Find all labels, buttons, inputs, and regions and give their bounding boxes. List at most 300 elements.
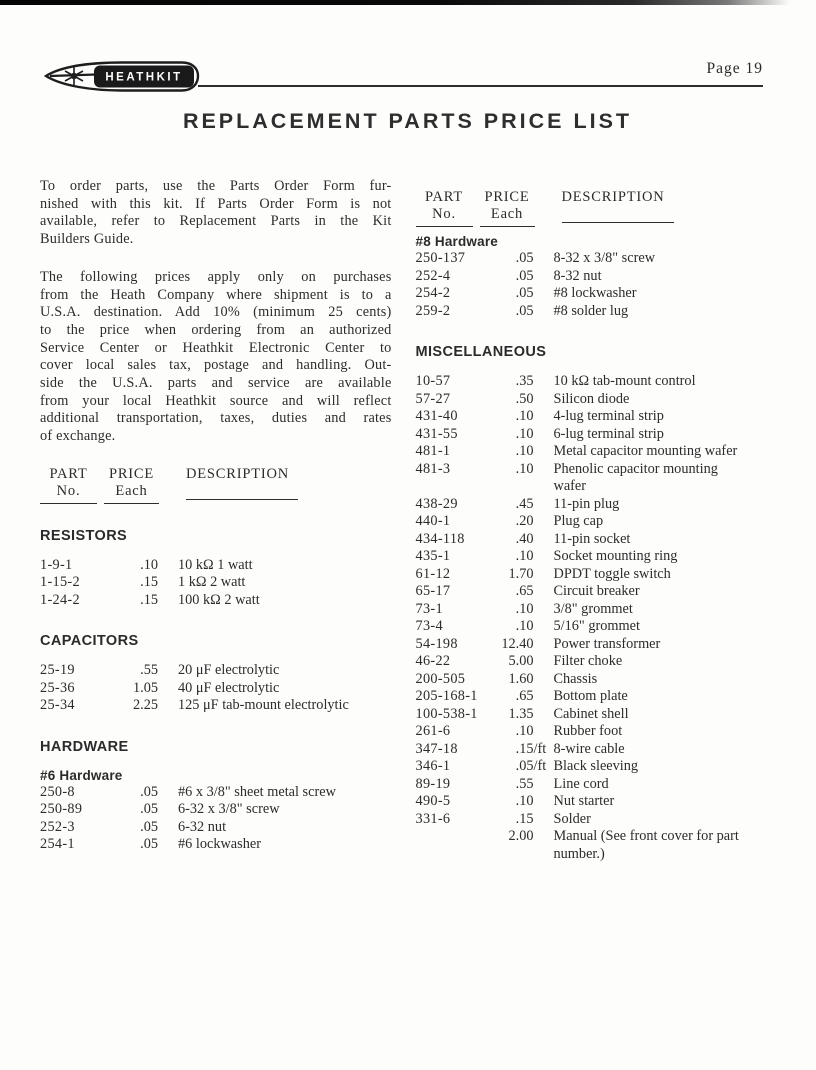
scan-artifact-top-edge [0, 0, 790, 5]
price-each-column-header [104, 466, 159, 504]
price-cell [492, 285, 534, 303]
price-cell [492, 461, 534, 496]
part-no-cell: 205-168-1 [415, 688, 478, 704]
part-no-cell: 25-34 [40, 697, 75, 714]
description-cell [158, 592, 372, 610]
description-cell [534, 461, 748, 496]
part-no-cell: 65-17 [415, 583, 451, 599]
price-cell [492, 828, 534, 863]
description-cell [534, 653, 748, 671]
part-no-cell: 259-2 [415, 302, 451, 319]
price-cell [492, 303, 534, 321]
parts-section [416, 234, 776, 320]
description-text: 8-32 x 3/8" screw [553, 250, 656, 266]
table-row [416, 513, 776, 531]
paragraph-line: to the price when ordering from an authorized [40, 321, 392, 338]
description-cell [534, 531, 748, 549]
price-amount: .10 [515, 548, 534, 564]
description-text: 6-lug terminal strip [553, 425, 664, 442]
price-amount: 1.70 [508, 565, 534, 582]
part-no-cell: 25-19 [40, 662, 75, 679]
price-amount: .05 [515, 250, 534, 266]
description-cell [534, 566, 748, 584]
description-cell [534, 408, 748, 426]
paragraph-line: additional transportation, taxes, duties and rates [40, 410, 392, 427]
table-row [40, 697, 392, 715]
description-cell [158, 784, 372, 802]
table-column-headers [416, 189, 776, 227]
price-cell [492, 531, 534, 549]
description-cell [158, 662, 372, 680]
description-text: Solder [553, 810, 591, 827]
price-amount: .10 [515, 618, 534, 634]
description-cell [534, 601, 748, 619]
price-amount: .05 [515, 267, 534, 284]
part-no-cell: 252-3 [40, 818, 75, 835]
description-text: Filter choke [553, 653, 623, 669]
description-text: Line cord [553, 775, 609, 792]
description-cell [534, 426, 748, 444]
description-cell [534, 776, 748, 794]
description-cell [534, 723, 748, 741]
description-text: 125 μF tab-mount electrolytic [178, 697, 349, 714]
price-cell [116, 574, 158, 592]
description-cell [534, 671, 748, 689]
price-cell [492, 601, 534, 619]
part-no-cell: 254-2 [415, 285, 451, 301]
description-text: Silicon diode [553, 390, 630, 407]
description-text: Rubber foot [553, 723, 623, 739]
description-underline [562, 206, 674, 223]
parts-section [40, 633, 392, 715]
price-amount: .05 [515, 302, 534, 319]
table-row [416, 496, 776, 514]
price-amount: .05 [140, 818, 158, 835]
description-cell [158, 801, 372, 819]
price-cell [116, 680, 158, 698]
table-row [416, 426, 776, 444]
section-rows [40, 784, 392, 854]
description-cell [534, 303, 748, 321]
price-amount: .20 [515, 513, 534, 529]
price-cell [492, 443, 534, 461]
description-text: 10 kΩ tab-mount control [553, 373, 696, 389]
price-cell [116, 697, 158, 715]
part-no-cell [416, 828, 492, 863]
description-text: 11-pin plug [553, 495, 620, 512]
description-text: 6-32 nut [178, 818, 227, 835]
paragraph-line: The following prices apply only on purchases [40, 268, 392, 285]
price-cell [492, 758, 547, 776]
price-cell [492, 636, 534, 654]
table-row [416, 828, 776, 863]
table-row [416, 758, 776, 776]
price-cell [116, 819, 158, 837]
description-cell [158, 680, 372, 698]
description-text: 1 kΩ 2 watt [178, 574, 246, 591]
two-column-layout [40, 178, 775, 863]
price-amount: .10 [515, 723, 534, 739]
page-header [40, 58, 775, 94]
description-cell [534, 583, 748, 601]
description-text: 20 μF electrolytic [178, 662, 280, 679]
price-amount: .65 [515, 688, 534, 704]
price-cell [492, 513, 534, 531]
description-text: 8-32 nut [553, 267, 602, 284]
description-text: 8-wire cable [553, 740, 625, 757]
part-no-cell: 89-19 [415, 775, 451, 792]
description-text: Power transformer [553, 635, 661, 652]
description-cell [534, 443, 748, 461]
description-text: Metal capacitor mounting wafer [553, 443, 738, 459]
description-text: Nut starter [553, 793, 615, 809]
price-amount: .10 [140, 556, 158, 573]
table-row [416, 811, 776, 829]
section-rows [416, 250, 776, 320]
description-cell [158, 819, 372, 837]
intro-paragraph [40, 269, 392, 446]
price-amount: .45 [515, 495, 534, 512]
section-heading: RESISTORS [40, 527, 128, 544]
table-row [40, 784, 392, 802]
part-no-cell: 73-1 [415, 600, 443, 617]
price-amount: .55 [515, 775, 534, 792]
price-amount: .10 [515, 443, 534, 459]
description-cell [534, 548, 748, 566]
price-cell [116, 784, 158, 802]
price-each-column-header [480, 189, 535, 227]
price-amount: .10 [515, 460, 534, 477]
price-cell [492, 776, 534, 794]
price-amount: 1.35 [508, 705, 534, 722]
part-no-column-header [416, 189, 473, 227]
description-cell [534, 741, 748, 759]
description-cell [534, 268, 748, 286]
parts-section [40, 528, 392, 610]
price-amount: 2.00 [508, 828, 534, 844]
description-column-header [162, 466, 392, 504]
price-amount: 5.00 [508, 653, 534, 669]
part-no-cell: 1-24-2 [40, 591, 80, 608]
each-label: Each [115, 482, 148, 499]
price-cell [492, 408, 534, 426]
price-cell [492, 671, 534, 689]
price-amount: 2.25 [132, 697, 158, 714]
price-amount: .05 [140, 801, 158, 818]
table-row [40, 592, 392, 610]
table-row [416, 408, 776, 426]
description-text: 11-pin socket [553, 530, 631, 547]
price-amount: .15 [515, 740, 534, 757]
description-underline [186, 483, 298, 500]
parts-section [416, 344, 776, 863]
price-amount: .10 [515, 793, 534, 809]
description-cell [534, 391, 748, 409]
section-heading: HARDWARE [40, 738, 129, 755]
part-no-cell: 250-137 [415, 250, 466, 266]
table-row [416, 601, 776, 619]
table-row [416, 706, 776, 724]
price-amount: .10 [515, 600, 534, 617]
paragraph-line: cover local sales tax, postage and handling. Out- [40, 357, 392, 374]
section-heading: MISCELLANEOUS [415, 344, 547, 360]
description-cell [534, 793, 748, 811]
section-heading: #6 Hardware [40, 767, 123, 783]
part-no-cell: 431-55 [415, 425, 458, 442]
description-text: DPDT toggle switch [553, 565, 671, 582]
description-text: #6 x 3/8" sheet metal screw [178, 783, 336, 800]
part-label: PART [49, 465, 88, 482]
table-row [416, 653, 776, 671]
price-amount: 1.05 [132, 679, 158, 696]
description-text: Chassis [553, 670, 598, 687]
price-cell [116, 557, 158, 575]
description-text: Bottom plate [553, 688, 628, 704]
part-no-cell: 1-15-2 [40, 574, 80, 591]
price-cell [116, 801, 158, 819]
table-column-headers [40, 466, 392, 504]
header-rule [198, 85, 763, 87]
description-text: Socket mounting ring [553, 548, 678, 564]
table-row [416, 461, 776, 496]
part-no-cell: 200-505 [415, 670, 466, 687]
part-no-cell: 346-1 [415, 758, 451, 774]
paragraph-line: from the Heath Company where shipment is to a [40, 286, 392, 303]
price-cell [492, 723, 534, 741]
table-row [40, 801, 392, 819]
price-cell [492, 373, 534, 391]
description-cell [534, 828, 748, 863]
price-unit: /ft [533, 740, 547, 757]
part-no-cell: 261-6 [415, 723, 451, 739]
description-text: #8 lockwasher [553, 285, 637, 301]
paragraph-line: of exchange. [40, 428, 116, 445]
table-row [416, 723, 776, 741]
table-row [40, 574, 392, 592]
price-label: PRICE [484, 189, 530, 205]
table-row [416, 443, 776, 461]
part-no-cell: 61-12 [415, 565, 451, 582]
price-cell [116, 662, 158, 680]
price-cell [492, 426, 534, 444]
price-label: PRICE [108, 465, 155, 482]
table-row [416, 548, 776, 566]
part-no-cell: 100-538-1 [415, 705, 478, 722]
table-row [416, 741, 776, 759]
price-cell [492, 496, 534, 514]
price-amount: .05 [515, 285, 534, 301]
page-number: Page 19 [706, 60, 763, 77]
description-column-header [538, 189, 776, 227]
description-label: DESCRIPTION [186, 465, 290, 482]
table-row [416, 250, 776, 268]
price-cell [492, 740, 547, 759]
price-cell [492, 653, 534, 671]
description-text: #8 solder lug [553, 302, 629, 319]
part-no-cell: 1-9-1 [40, 556, 73, 573]
price-cell [492, 618, 534, 636]
paragraph-line: available, refer to Replacement Parts in the Kit [40, 213, 392, 230]
description-text: Circuit breaker [553, 583, 640, 599]
price-amount: .15 [515, 810, 534, 827]
description-cell [158, 557, 372, 575]
description-text: #6 lockwasher [178, 836, 261, 853]
part-no-cell: 481-3 [415, 460, 451, 477]
part-no-column-header [40, 466, 97, 504]
table-row [40, 557, 392, 575]
price-amount: 1.60 [508, 670, 534, 687]
page-title: REPLACEMENT PARTS PRICE LIST [182, 109, 633, 133]
price-amount: .10 [515, 425, 534, 442]
section-rows [40, 662, 392, 715]
part-label: PART [424, 189, 464, 205]
description-cell [534, 758, 748, 776]
description-cell [158, 836, 372, 854]
part-no-cell: 252-4 [415, 267, 451, 284]
heathkit-logo [44, 60, 200, 98]
part-no-cell: 254-1 [40, 836, 75, 853]
description-cell [158, 697, 372, 715]
price-cell [492, 250, 534, 268]
part-no-cell: 57-27 [415, 390, 451, 407]
price-cell [492, 548, 534, 566]
description-cell [534, 285, 748, 303]
part-no-cell: 481-1 [415, 443, 451, 459]
price-amount: .05 [140, 783, 158, 800]
table-row [416, 688, 776, 706]
price-amount: .05 [140, 836, 158, 853]
description-cell [534, 706, 748, 724]
paragraph-line: from your local Heathkit source and will reflect [40, 392, 392, 409]
part-no-cell: 250-89 [40, 801, 83, 818]
part-no-cell: 440-1 [415, 513, 451, 529]
description-text: Phenolic capacitor mounting wafer [553, 460, 718, 494]
description-text: 4-lug terminal strip [553, 408, 664, 424]
description-cell [534, 513, 748, 531]
price-cell [492, 583, 534, 601]
description-label: DESCRIPTION [561, 189, 665, 205]
part-no-cell: 434-118 [415, 530, 465, 547]
left-column [40, 178, 392, 863]
section-rows [416, 373, 776, 863]
price-amount: .65 [515, 583, 534, 599]
price-amount: .05 [515, 758, 534, 774]
part-no-cell: 347-18 [415, 740, 458, 757]
no-label: No. [432, 206, 456, 222]
description-text: Black sleeving [553, 758, 639, 774]
table-row [416, 566, 776, 584]
no-label: No. [56, 482, 81, 499]
price-cell [492, 268, 534, 286]
table-row [416, 373, 776, 391]
section-rows [40, 557, 392, 610]
intro-paragraph [40, 178, 392, 249]
part-no-cell: 490-5 [415, 793, 451, 809]
parts-section [40, 739, 392, 755]
table-row [416, 391, 776, 409]
price-amount: .15 [140, 591, 158, 608]
description-text: 5/16" grommet [553, 618, 640, 634]
description-cell [534, 618, 748, 636]
part-no-cell: 431-40 [415, 408, 458, 424]
description-text: 6-32 x 3/8" screw [178, 801, 280, 818]
table-row [416, 531, 776, 549]
table-row [40, 819, 392, 837]
description-text: 100 kΩ 2 watt [178, 591, 260, 608]
description-text: Plug cap [553, 513, 604, 529]
part-no-cell: 250-8 [40, 783, 75, 800]
paragraph-line: U.S.A. destination. Add 10% (minimum 25 cents) [40, 304, 392, 321]
part-no-cell: 46-22 [415, 653, 451, 669]
table-row [416, 793, 776, 811]
price-cell [492, 811, 534, 829]
description-text: 10 kΩ 1 watt [178, 556, 253, 573]
price-amount: .15 [140, 574, 158, 591]
logo-wordmark: HEATHKIT [105, 71, 183, 84]
price-amount: .55 [140, 662, 158, 679]
table-row [416, 583, 776, 601]
part-no-cell: 435-1 [415, 548, 451, 564]
description-text: 3/8" grommet [553, 600, 633, 617]
part-no-cell: 331-6 [415, 810, 451, 827]
parts-section [40, 768, 392, 854]
heathkit-logo-svg [44, 60, 200, 93]
description-text: 40 μF electrolytic [178, 679, 280, 696]
description-cell [534, 688, 748, 706]
description-cell [534, 811, 748, 829]
price-amount: .35 [515, 373, 534, 389]
table-row [416, 268, 776, 286]
paragraph-line: To order parts, use the Parts Order Form fur- [40, 178, 392, 194]
part-no-cell: 54-198 [415, 635, 458, 652]
description-text: Cabinet shell [553, 705, 629, 722]
paragraph-line: Builders Guide. [40, 231, 134, 248]
table-row [40, 680, 392, 698]
section-heading: #8 Hardware [415, 234, 498, 249]
table-row [416, 671, 776, 689]
paragraph-line: Service Center or Heathkit Electronic Center to [40, 339, 392, 356]
section-heading: CAPACITORS [40, 633, 139, 650]
table-row [416, 618, 776, 636]
price-cell [116, 592, 158, 610]
table-row [416, 285, 776, 303]
table-row [416, 636, 776, 654]
table-row [416, 303, 776, 321]
price-cell [492, 706, 534, 724]
price-amount: 12.40 [501, 635, 534, 652]
price-cell [116, 836, 158, 854]
description-text: Manual (See front cover for part number.) [553, 828, 739, 862]
description-cell [534, 496, 748, 514]
part-no-cell: 73-4 [415, 618, 443, 634]
price-unit: /ft [533, 758, 547, 774]
right-column [416, 178, 776, 863]
price-cell [492, 688, 534, 706]
table-row [40, 662, 392, 680]
part-no-cell: 438-29 [415, 495, 458, 512]
table-row [416, 776, 776, 794]
price-amount: .10 [515, 408, 534, 424]
description-cell [158, 574, 372, 592]
price-cell [492, 391, 534, 409]
paragraph-line: side the U.S.A. parts and service are available [40, 375, 392, 392]
table-row [40, 836, 392, 854]
description-cell [534, 636, 748, 654]
each-label: Each [490, 206, 524, 222]
price-amount: .40 [515, 530, 534, 547]
description-cell [534, 373, 748, 391]
price-cell [492, 793, 534, 811]
